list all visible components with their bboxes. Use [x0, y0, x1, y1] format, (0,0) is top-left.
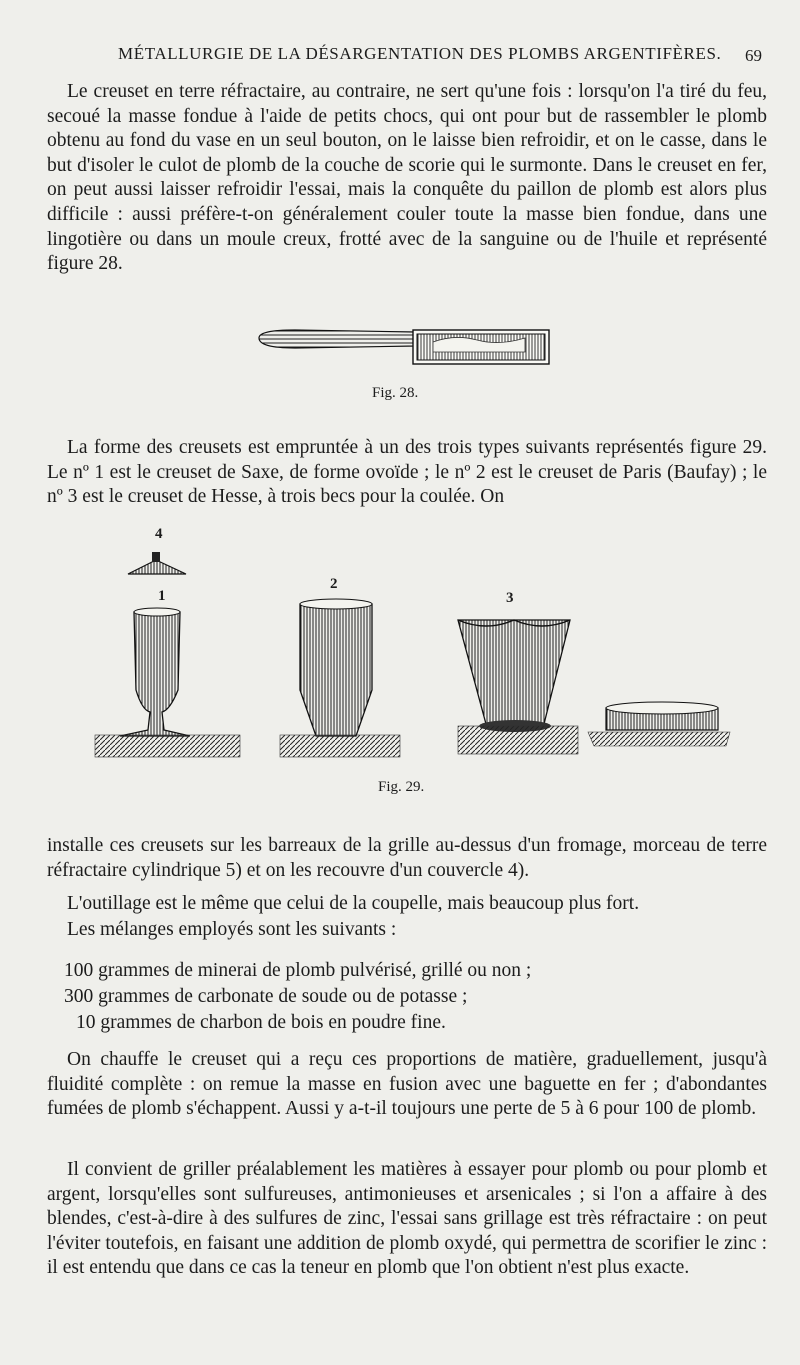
- running-header: [0, 44, 800, 74]
- paragraph-3: [47, 834, 767, 883]
- paragraph-2-text: La forme des creusets est empruntée à un des trois types suivants représentés figure 29. Le nº 1 est le creuset de Saxe, de forme ovoïde ; le nº 2 est le creuset de Paris (Baufay) ; le nº 3 est le creuset de Hesse, à trois becs pour la coulée. On: [47, 437, 767, 508]
- crucible-1-saxony: [95, 608, 240, 757]
- paragraph-6: [47, 1048, 767, 1122]
- paragraph-2: [47, 436, 767, 510]
- paragraph-3-text: installe ces creusets sur les barreaux de la grille au-dessus d'un fromage, morceau de terre réfractaire cylindrique 5) et on les recouvre d'un couvercle 4).: [47, 835, 767, 881]
- fig-28-ingot-mould: [255, 322, 555, 370]
- fig-29-crucibles: [90, 540, 740, 770]
- fig-28-caption: Fig. 28.: [372, 385, 419, 401]
- fig-29-label-4: 4: [155, 526, 163, 542]
- paragraph-4-text: L'outillage est le même que celui de la coupelle, mais beaucoup plus fort.: [67, 893, 640, 914]
- paragraph-1: [47, 80, 767, 277]
- fig-29-caption: Fig. 29.: [378, 779, 425, 795]
- fig-29-label-2: 2: [330, 576, 338, 592]
- paragraph-7: [47, 1158, 767, 1281]
- crucible-lid-4: [128, 552, 186, 574]
- paragraph-4: [47, 892, 767, 917]
- paragraph-5: [47, 918, 767, 943]
- mixture-item: 300 grammes de carbonate de soude ou de potasse ;: [64, 986, 468, 1007]
- fig-29-label-3: 3: [506, 590, 514, 606]
- mixture-list: [64, 958, 531, 1036]
- fire-clay-cheese-5: [588, 702, 730, 746]
- running-title: MÉTALLURGIE DE LA DÉSARGENTATION DES PLOMBS ARGENTIFÈRES.: [118, 44, 722, 63]
- mixture-item: 100 grammes de minerai de plomb pulvérisé, grillé ou non ;: [64, 960, 532, 981]
- paragraph-7-text: Il convient de griller préalablement les matières à essayer pour plomb ou pour plomb et argent, lorsqu'elles sont sulfureuses, antimonieuses et arsenicales ; si l'on a affaire à des blendes, c'est-à-dire à des sulfures de zinc, l'essai sans grillage est très réfractaire : on peut l'éviter toutefois, en faisant une addition de plomb oxydé, qui permettra de scorifier le zinc : il est entendu que dans ce cas la teneur en plomb que l'on obtient n'est plus exacte.: [47, 1159, 767, 1279]
- paragraph-6-text: On chauffe le creuset qui a reçu ces proportions de matière, graduellement, jusqu'à fluidité complète : on remue la masse en fusion avec une baguette en fer ; d'abondantes fumées de plomb s'échappent. Aussi y a-t-il toujours une perte de 5 à 6 pour 100 de plomb.: [47, 1049, 767, 1120]
- crucible-3-hesse: [458, 620, 578, 754]
- paragraph-1-text: Le creuset en terre réfractaire, au contraire, ne sert qu'une fois : lorsqu'on l'a tiré du feu, secoué la masse fondue à l'aide de petits chocs, qui ont pour but de rassembler le plomb obtenu au fond du vase en un seul bouton, on le laisse bien refroidir, et on le casse, dans le but d'isoler le culot de plomb de la couche de scorie qui le surmonte. Dans le creuset en fer, on peut aussi laisser refroidir l'essai, mais la conquête du paillon de plomb est alors plus difficile : aussi préfère-t-on généralement couler toute la masse bien fondue, dans une lingotière ou dans un moule creux, frotté avec de la sanguine ou de l'huile et représenté figure 28.: [47, 81, 767, 275]
- fig-29-label-1: 1: [158, 588, 166, 604]
- paragraph-5-text: Les mélanges employés sont les suivants :: [67, 919, 397, 940]
- page-number: 69: [745, 46, 762, 65]
- crucible-2-paris: [280, 599, 400, 757]
- mixture-item: 10 grammes de charbon de bois en poudre fine.: [76, 1012, 446, 1033]
